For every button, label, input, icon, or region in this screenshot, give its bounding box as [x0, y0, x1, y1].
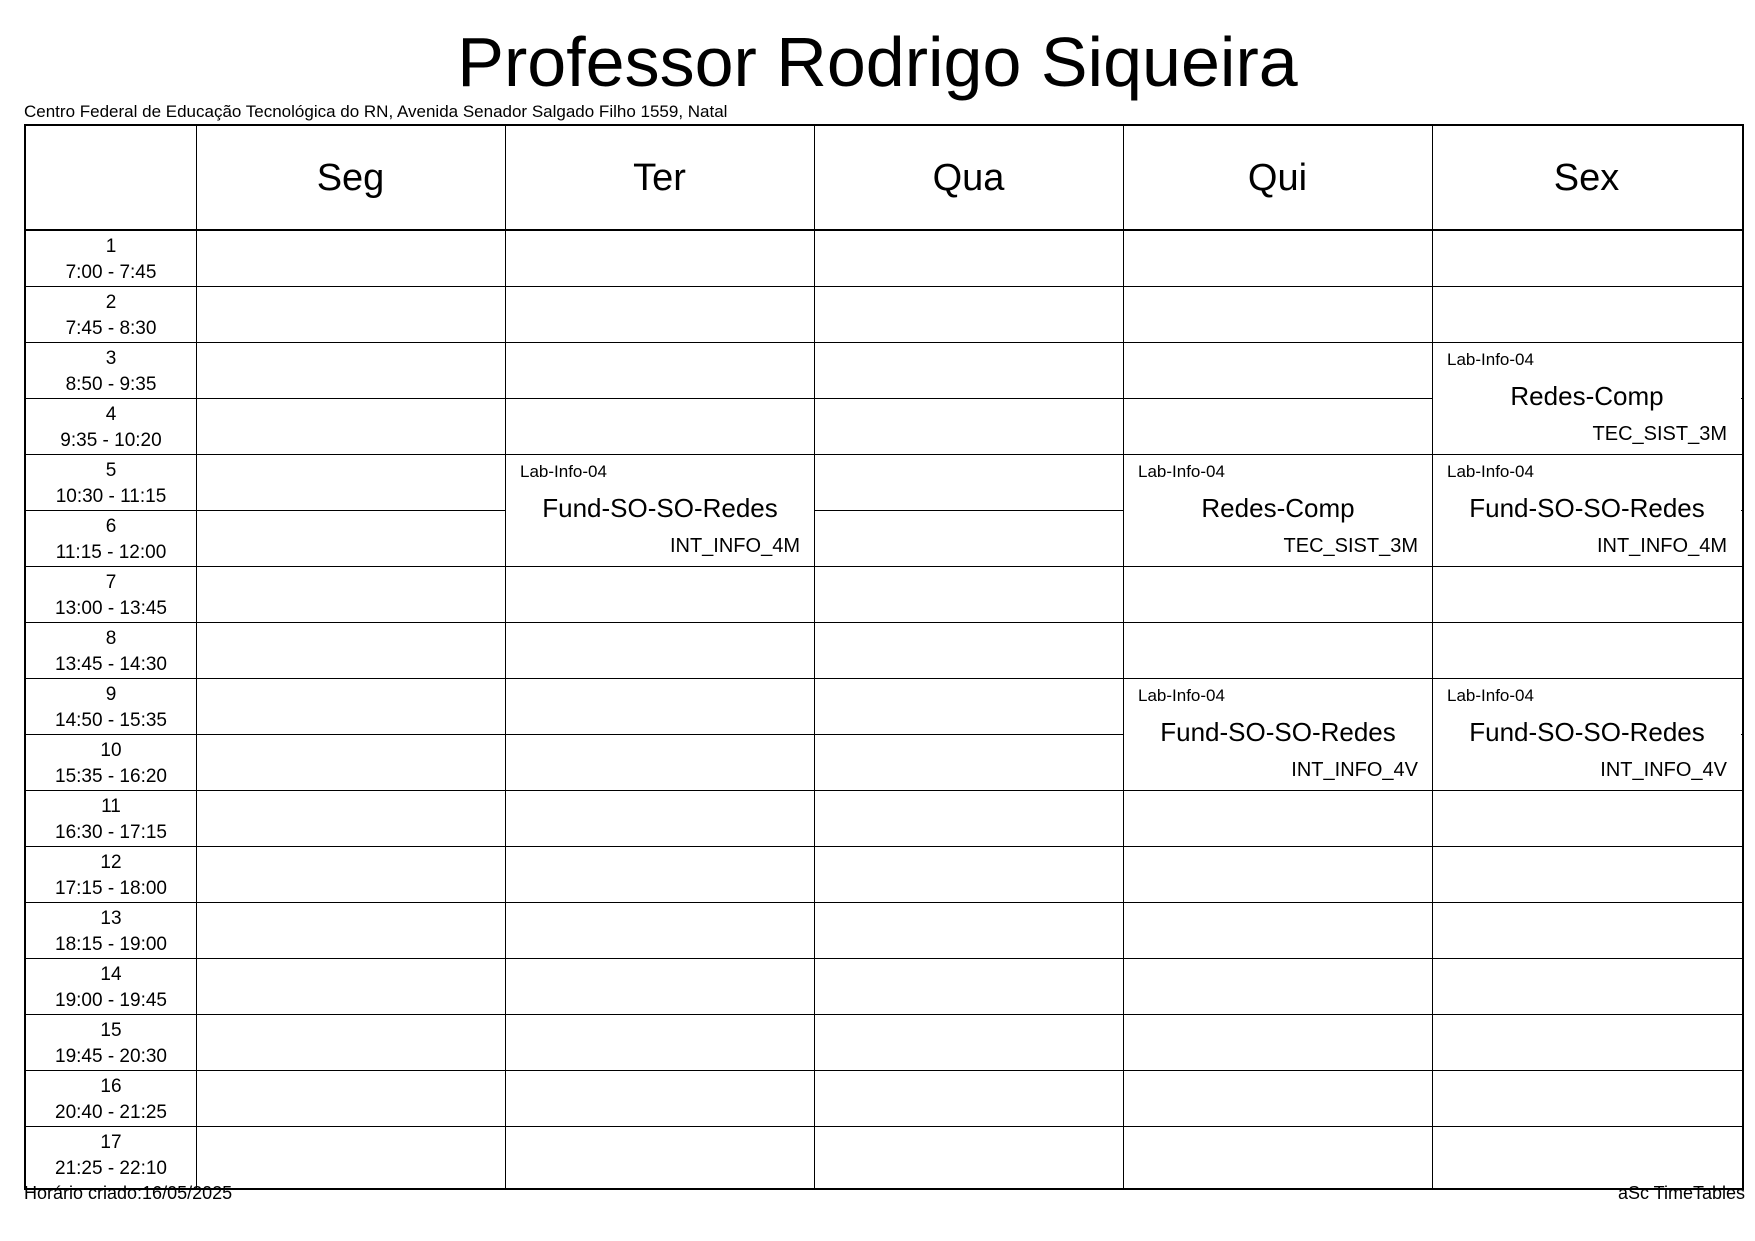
lesson-subject: Fund-SO-SO-Redes [542, 493, 778, 523]
period-label [26, 1071, 196, 1127]
period-time: 7:45 - 8:30 [65, 318, 157, 339]
lesson-room: Lab-Info-04 [1138, 686, 1225, 705]
period-label [26, 287, 196, 343]
period-label [26, 903, 196, 959]
period-number: 17 [100, 1132, 122, 1153]
period-label [26, 399, 196, 455]
period-time: 13:00 - 13:45 [55, 598, 167, 619]
period-time: 11:15 - 12:00 [55, 542, 167, 563]
period-number: 12 [100, 852, 122, 873]
period-number: 9 [105, 684, 117, 705]
lesson-class: TEC_SIST_3M [1283, 535, 1418, 557]
day-header-ter: Ter [633, 156, 686, 199]
lesson-room: Lab-Info-04 [520, 462, 607, 481]
lesson-subject: Redes-Comp [1510, 381, 1664, 411]
lesson-block[interactable] [1124, 454, 1432, 567]
period-time: 21:25 - 22:10 [55, 1158, 167, 1179]
lesson-block[interactable] [1433, 678, 1741, 791]
period-number: 16 [100, 1076, 122, 1097]
period-time: 9:35 - 10:20 [60, 430, 162, 451]
row-divider [26, 958, 1742, 959]
row-divider [26, 286, 1742, 287]
period-label [26, 623, 196, 679]
period-time: 19:00 - 19:45 [55, 990, 167, 1011]
lesson-class: INT_INFO_4V [1291, 759, 1418, 781]
page-title: Professor Rodrigo Siqueira [457, 23, 1298, 101]
lesson-room: Lab-Info-04 [1447, 686, 1534, 705]
period-label [26, 1127, 196, 1183]
period-time: 16:30 - 17:15 [55, 822, 167, 843]
lesson-class: INT_INFO_4M [1596, 535, 1727, 557]
lesson-subject: Fund-SO-SO-Redes [1469, 493, 1705, 523]
period-label [26, 959, 196, 1015]
lesson-class: TEC_SIST_3M [1592, 423, 1727, 445]
lesson-subject: Fund-SO-SO-Redes [1160, 717, 1396, 747]
period-number: 2 [105, 292, 117, 313]
period-number: 11 [101, 796, 121, 817]
lesson-subject: Fund-SO-SO-Redes [1469, 717, 1705, 747]
period-number: 8 [105, 628, 117, 649]
lesson-subject: Redes-Comp [1201, 493, 1355, 523]
period-number: 13 [100, 908, 122, 929]
lesson-block[interactable] [506, 454, 814, 567]
period-time: 20:40 - 21:25 [55, 1102, 167, 1123]
period-time: 18:15 - 19:00 [55, 934, 167, 955]
row-divider [26, 902, 1742, 903]
period-number: 3 [105, 348, 117, 369]
period-label [26, 567, 196, 623]
row-divider [26, 1014, 1742, 1015]
period-number: 1 [105, 236, 117, 257]
period-label [26, 455, 196, 511]
row-divider [26, 846, 1742, 847]
period-time: 15:35 - 16:20 [55, 766, 167, 787]
period-label [26, 791, 196, 847]
period-time: 19:45 - 20:30 [55, 1046, 167, 1067]
lesson-room: Lab-Info-04 [1447, 462, 1534, 481]
day-header-qua: Qua [932, 156, 1005, 199]
period-number: 15 [100, 1020, 122, 1041]
row-divider [26, 1070, 1742, 1071]
period-number: 6 [105, 516, 117, 537]
row-divider [26, 1126, 1742, 1127]
row-divider [26, 622, 1742, 623]
period-label [26, 231, 196, 287]
day-header-seg: Seg [316, 156, 385, 199]
period-number: 7 [105, 572, 117, 593]
period-label [26, 735, 196, 791]
timetable-grid [24, 124, 1744, 1190]
period-label [26, 1015, 196, 1071]
period-number: 5 [105, 460, 117, 481]
period-number: 4 [105, 404, 117, 425]
software-credit: aSc TimeTables [1617, 1183, 1745, 1203]
creation-date: Horário criado:16/05/2025 [24, 1183, 233, 1203]
period-label [26, 343, 196, 399]
lesson-class: INT_INFO_4V [1600, 759, 1727, 781]
period-number: 14 [100, 964, 122, 985]
period-label [26, 847, 196, 903]
period-time: 14:50 - 15:35 [55, 710, 167, 731]
lesson-block[interactable] [1124, 678, 1432, 791]
period-time: 7:00 - 7:45 [65, 262, 157, 283]
lesson-room: Lab-Info-04 [1447, 350, 1534, 369]
period-time: 13:45 - 14:30 [55, 654, 167, 675]
school-address: Centro Federal de Educação Tecnológica do RN, Avenida Senador Salgado Filho 1559, Natal [24, 102, 728, 121]
lesson-room: Lab-Info-04 [1138, 462, 1225, 481]
lesson-class: INT_INFO_4M [669, 535, 800, 557]
period-label [26, 511, 196, 567]
period-number: 10 [100, 740, 122, 761]
period-time: 17:15 - 18:00 [55, 878, 167, 899]
day-header-qui: Qui [1247, 156, 1308, 199]
lesson-block[interactable] [1433, 342, 1741, 455]
day-header-sex: Sex [1553, 156, 1620, 199]
period-time: 8:50 - 9:35 [65, 374, 157, 395]
period-time: 10:30 - 11:15 [55, 486, 167, 507]
lesson-block[interactable] [1433, 454, 1741, 567]
period-label [26, 679, 196, 735]
